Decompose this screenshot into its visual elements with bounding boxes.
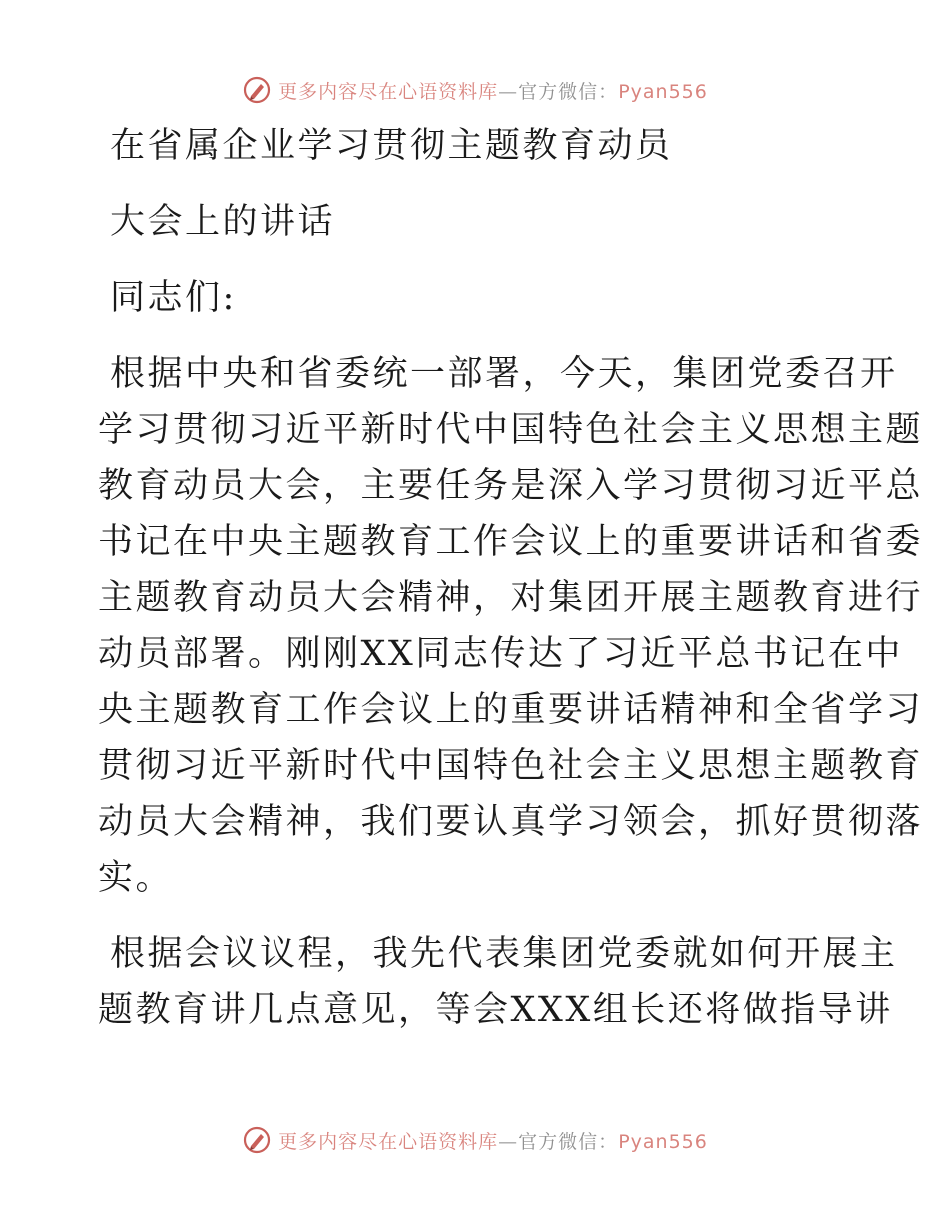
title-line-1: 在省属企业学习贯彻主题教育动员	[110, 126, 673, 166]
paragraph-line: 动员大会精神，我们要认真学习领会，抓好贯彻落	[98, 802, 924, 842]
watermark-label: 官方微信：	[518, 1130, 619, 1153]
watermark-text	[278, 77, 708, 104]
paragraph-line: 题教育讲几点意见，等会XXX组长还将做指导讲	[98, 990, 893, 1030]
paragraph-line: 书记在中央主题教育工作会议上的重要讲话和省委	[98, 522, 924, 562]
paragraph-1	[98, 346, 924, 906]
document-body	[98, 118, 924, 1058]
title-line-2: 大会上的讲话	[110, 202, 336, 242]
paragraph-line: 央主题教育工作会议上的重要讲话精神和全省学习	[98, 690, 924, 730]
paragraph-line: 根据会议议程，我先代表集团党委就如何开展主	[110, 934, 898, 974]
pen-logo-icon	[242, 1125, 272, 1155]
paragraph-line: 贯彻习近平新时代中国特色社会主义思想主题教育	[98, 746, 924, 786]
paragraph-line: 主题教育动员大会精神，对集团开展主题教育进行	[98, 578, 924, 618]
watermark-wechat-id: Pyan556	[618, 1130, 708, 1153]
watermark-label: 官方微信：	[518, 80, 619, 103]
paragraph-line: 学习贯彻习近平新时代中国特色社会主义思想主题	[98, 410, 924, 450]
paragraph-line: 根据中央和省委统一部署，今天，集团党委召开	[110, 354, 898, 394]
paragraph-line: 教育动员大会，主要任务是深入学习贯彻习近平总	[98, 466, 924, 506]
footer-watermark	[0, 1120, 950, 1160]
watermark-separator: —	[498, 1130, 519, 1153]
paragraph-line: 动员部署。刚刚XX同志传达了习近平总书记在中	[98, 634, 903, 674]
watermark-site-text: 更多内容尽在心语资料库	[278, 80, 499, 103]
watermark-text	[278, 1127, 708, 1154]
paragraph-line: 实。	[98, 858, 174, 898]
watermark-wechat-id: Pyan556	[618, 80, 708, 103]
salutation: 同志们:	[110, 278, 237, 318]
pen-logo-icon	[242, 75, 272, 105]
watermark-separator: —	[498, 80, 519, 103]
paragraph-2	[98, 926, 898, 1038]
header-watermark	[0, 70, 950, 110]
watermark-site-text: 更多内容尽在心语资料库	[278, 1130, 499, 1153]
